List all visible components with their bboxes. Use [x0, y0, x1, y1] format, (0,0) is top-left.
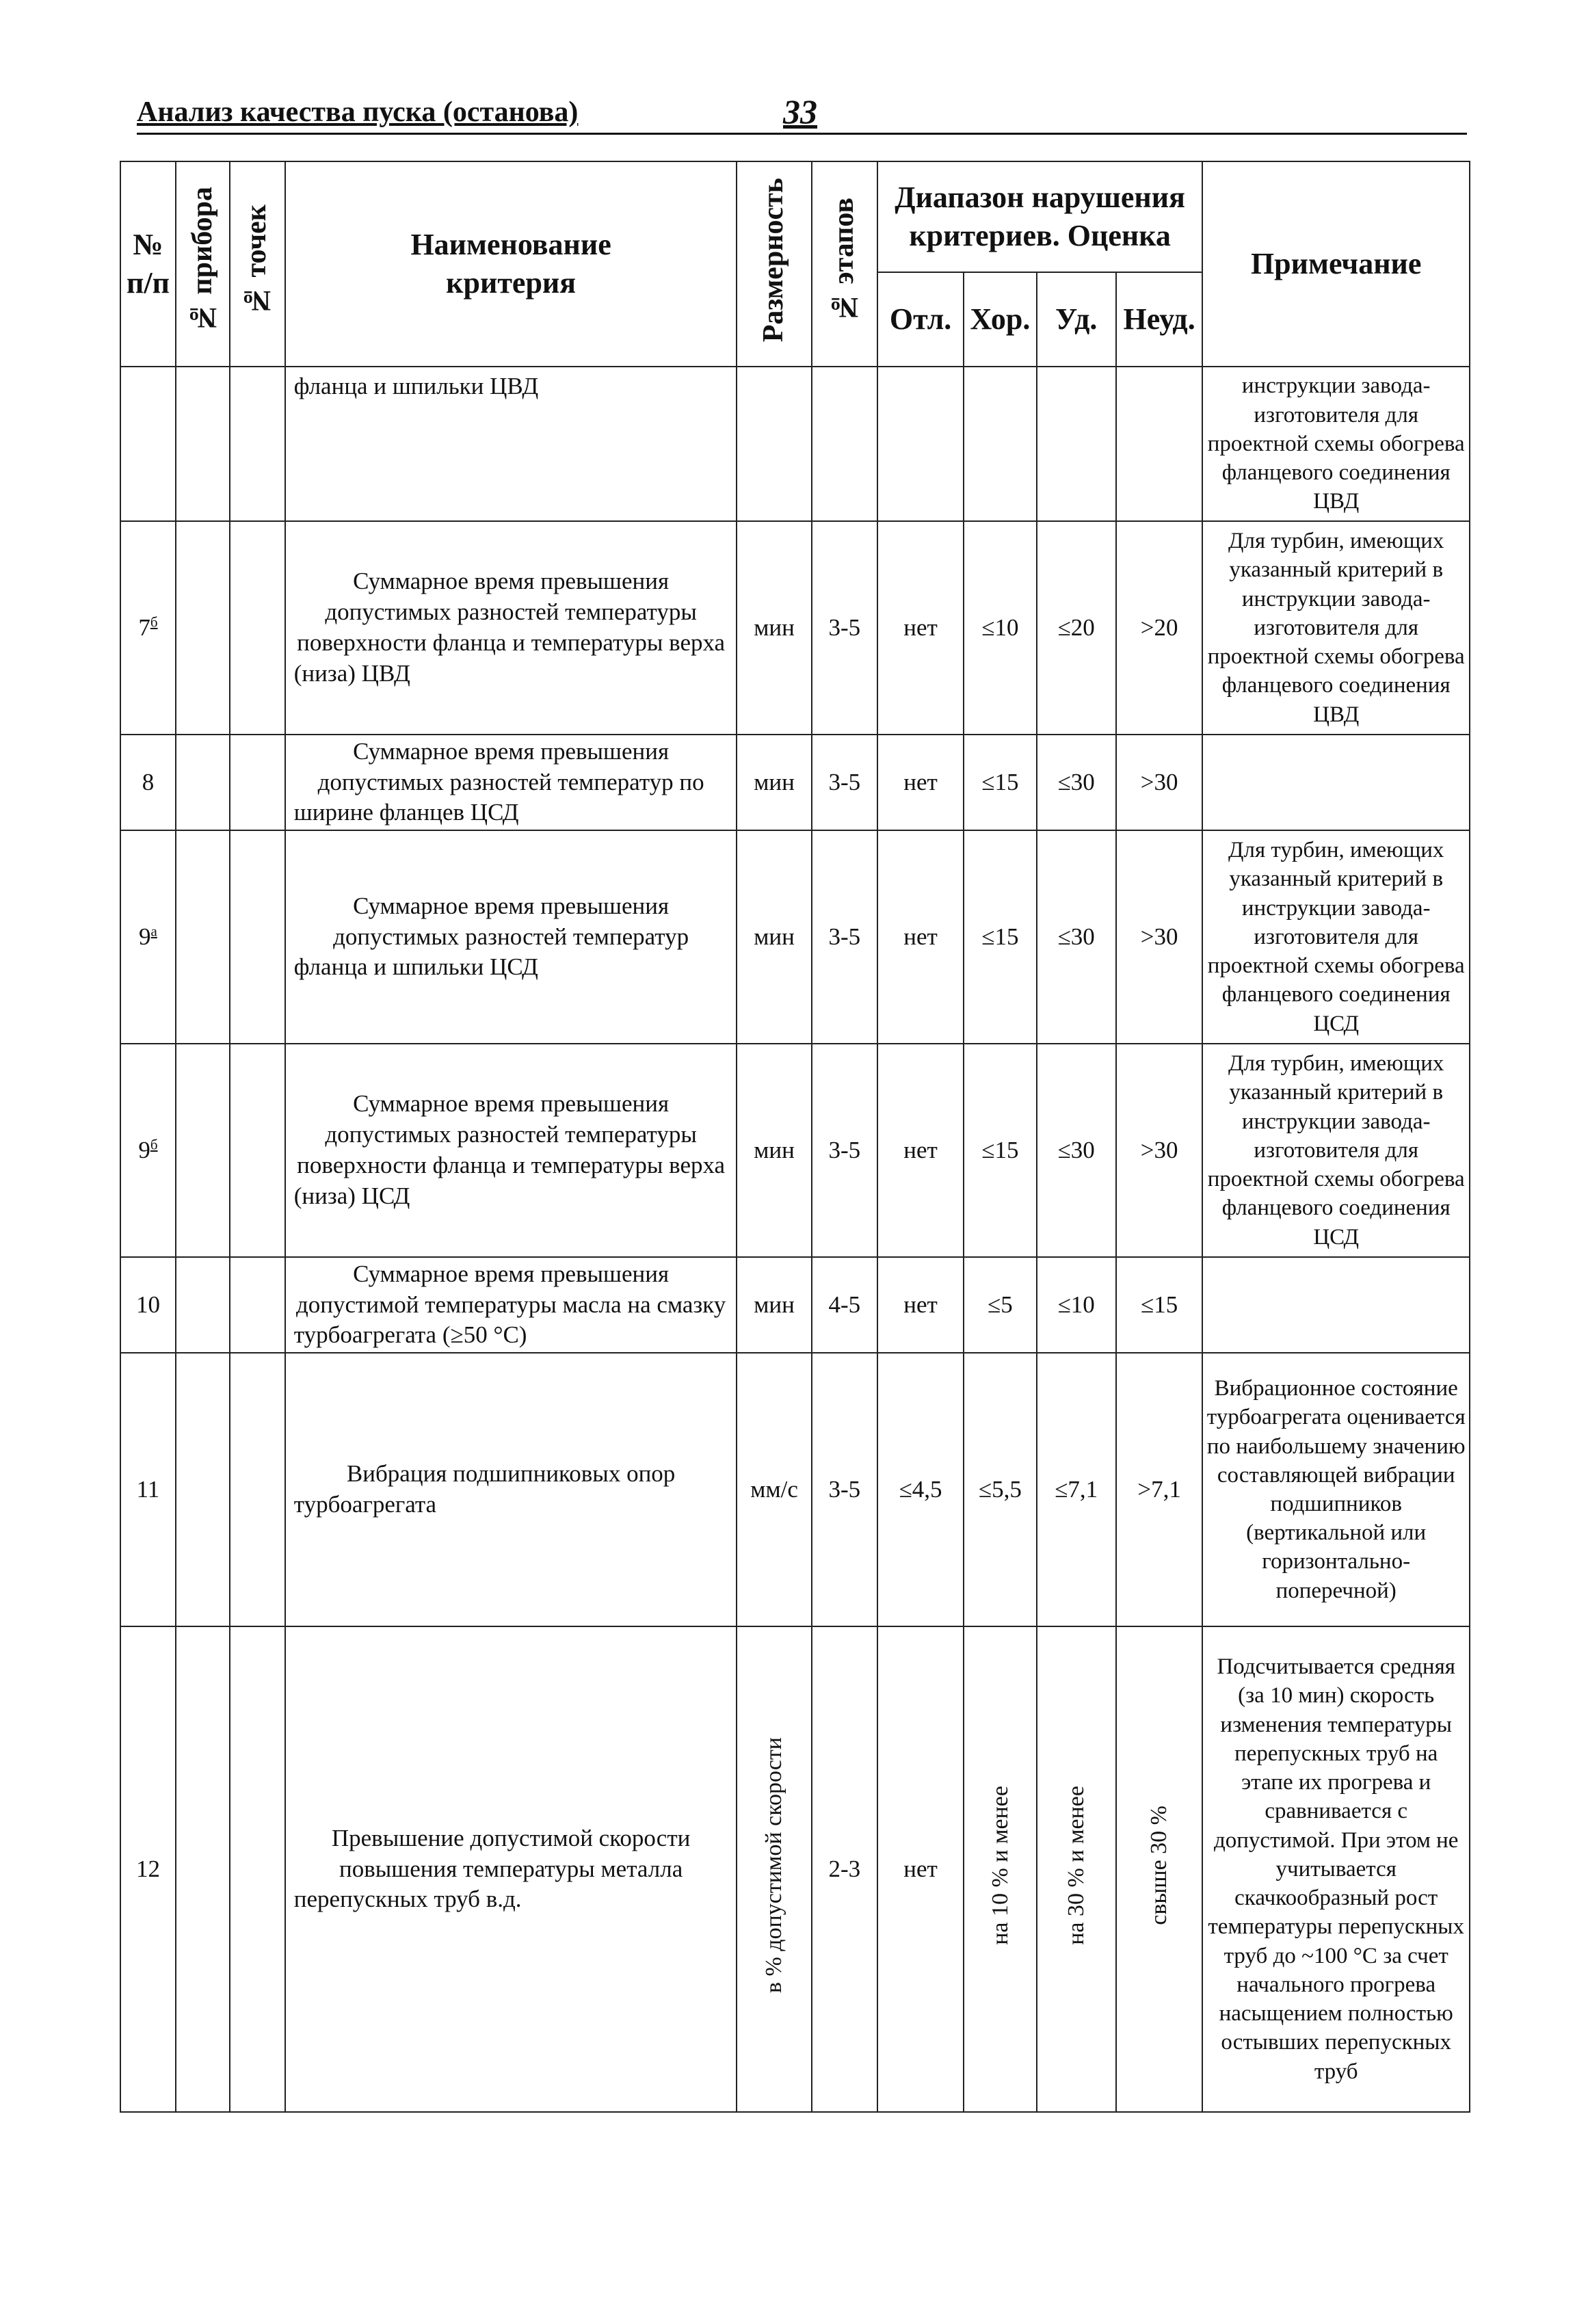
table-row — [120, 830, 1470, 1044]
col-header-stages-label: № этапов — [828, 197, 860, 323]
cell-note: Для турбин, имеющих указанный критерий в инструкции завода-изготовителя для проектной схемы обогрева фланцевого соединения ЦВД — [1202, 521, 1470, 735]
cell-points — [230, 1257, 285, 1353]
col-header-name: Наименование критерия — [285, 161, 737, 367]
cell-no — [120, 367, 176, 521]
cell-note: инструкции завода-изготовителя для проектной схемы обогрева фланцевого соединения ЦВД — [1202, 367, 1470, 521]
cell-unsatisfactory: >7,1 — [1116, 1353, 1203, 1626]
cell-unsatisfactory: >30 — [1116, 830, 1203, 1044]
cell-satisfactory — [1037, 1626, 1116, 2112]
cell-criterion: Суммарное время превышения допустимых разностей температур фланца и шпильки ЦСД — [285, 830, 737, 1044]
col-header-satisfactory: Уд. — [1037, 272, 1116, 367]
cell-points — [230, 1626, 285, 2112]
cell-satisfactory: ≤30 — [1037, 830, 1116, 1044]
cell-stages: 3-5 — [812, 1353, 877, 1626]
cell-unsatisfactory-text: свыше 30 % — [1146, 1805, 1172, 1925]
col-header-good: Хор. — [964, 272, 1036, 367]
cell-good — [964, 1626, 1036, 2112]
cell-stages: 3-5 — [812, 1044, 877, 1257]
cell-excellent — [877, 367, 964, 521]
cell-satisfactory: ≤7,1 — [1037, 1353, 1116, 1626]
table-row — [120, 1044, 1470, 1257]
cell-excellent: нет — [877, 521, 964, 735]
row-number: 9 — [139, 923, 151, 950]
cell-note: Для турбин, имеющих указанный критерий в инструкции завода-изготовителя для проектной схемы обогрева фланцевого соединения ЦСД — [1202, 1044, 1470, 1257]
row-number: 9 — [138, 1136, 150, 1163]
table-row — [120, 1257, 1470, 1353]
cell-unit-text: в % допустимой скорости — [761, 1737, 787, 1994]
cell-unit: мин — [737, 830, 811, 1044]
cell-satisfactory-text: на 30 % и менее — [1063, 1785, 1089, 1945]
cell-excellent: ≤4,5 — [877, 1353, 964, 1626]
cell-unit: мин — [737, 521, 811, 735]
cell-no — [120, 521, 176, 735]
cell-no: 10 — [120, 1257, 176, 1353]
cell-note — [1202, 1257, 1470, 1353]
cell-good: ≤10 — [964, 521, 1036, 735]
page-number: 33 — [783, 92, 817, 131]
cell-unit: мин — [737, 735, 811, 830]
cell-good: ≤15 — [964, 735, 1036, 830]
cell-no: 8 — [120, 735, 176, 830]
page-header — [137, 92, 1467, 137]
cell-unit: мин — [737, 1257, 811, 1353]
cell-satisfactory: ≤10 — [1037, 1257, 1116, 1353]
cell-satisfactory: ≤30 — [1037, 1044, 1116, 1257]
col-header-no: № п/п — [120, 161, 176, 367]
table-row — [120, 521, 1470, 735]
criteria-table — [120, 161, 1470, 2113]
cell-good: ≤5,5 — [964, 1353, 1036, 1626]
cell-unsatisfactory: >20 — [1116, 521, 1203, 735]
cell-note: Для турбин, имеющих указанный критерий в инструкции завода-изготовителя для проектной схемы обогрева фланцевого соединения ЦСД — [1202, 830, 1470, 1044]
cell-good: ≤15 — [964, 1044, 1036, 1257]
cell-note: Подсчитывается средняя (за 10 мин) скорость изменения температуры перепускных труб на этапе их прогрева и сравнивается с допустимой. При этом не учитывается скачкообразный рост температуры перепускных труб до ~100 °С за счет начального прогрева насыщением полностью остывших перепускных труб — [1202, 1626, 1470, 2112]
cell-device — [176, 830, 230, 1044]
cell-device — [176, 521, 230, 735]
cell-excellent: нет — [877, 1257, 964, 1353]
col-header-device — [176, 161, 230, 367]
row-number-suffix: б — [150, 613, 158, 630]
cell-excellent: нет — [877, 1626, 964, 2112]
cell-good: ≤5 — [964, 1257, 1036, 1353]
cell-satisfactory — [1037, 367, 1116, 521]
cell-unit — [737, 367, 811, 521]
row-number-suffix: б — [150, 1135, 158, 1152]
cell-unit — [737, 1626, 811, 2112]
header-rule — [137, 133, 1467, 135]
cell-good-text: на 10 % и менее — [987, 1785, 1013, 1945]
table-row — [120, 367, 1470, 521]
cell-note: Вибрационное состояние турбоагрегата оценивается по наибольшему значению составляющей вибрации подшипников (вертикальной или горизонтально-поперечной) — [1202, 1353, 1470, 1626]
cell-excellent: нет — [877, 1044, 964, 1257]
cell-satisfactory: ≤30 — [1037, 735, 1116, 830]
cell-no — [120, 830, 176, 1044]
cell-device — [176, 1044, 230, 1257]
cell-points — [230, 830, 285, 1044]
cell-criterion: Суммарное время превышения допустимой температуры масла на смазку турбоагрегата (≥50 °С) — [285, 1257, 737, 1353]
cell-stages — [812, 367, 877, 521]
cell-satisfactory: ≤20 — [1037, 521, 1116, 735]
cell-criterion: фланца и шпильки ЦВД — [285, 367, 737, 521]
cell-points — [230, 735, 285, 830]
col-header-range: Диапазон нарушения критериев. Оценка — [877, 161, 1203, 272]
table-row — [120, 735, 1470, 830]
cell-device — [176, 735, 230, 830]
cell-good — [964, 367, 1036, 521]
col-header-unsatisfactory: Неуд. — [1116, 272, 1203, 367]
cell-device — [176, 1353, 230, 1626]
col-header-points — [230, 161, 285, 367]
cell-stages: 2-3 — [812, 1626, 877, 2112]
cell-stages: 4-5 — [812, 1257, 877, 1353]
cell-criterion: Превышение допустимой скорости повышения температуры металла перепускных труб в.д. — [285, 1626, 737, 2112]
table-header-row — [120, 161, 1470, 272]
cell-unsatisfactory — [1116, 367, 1203, 521]
col-header-device-label: № прибора — [186, 187, 218, 334]
cell-device — [176, 1626, 230, 2112]
cell-unsatisfactory: ≤15 — [1116, 1257, 1203, 1353]
cell-criterion: Суммарное время превышения допустимых разностей температур по ширине фланцев ЦСД — [285, 735, 737, 830]
cell-criterion: Суммарное время превышения допустимых разностей температуры поверхности фланца и температуры верха (низа) ЦСД — [285, 1044, 737, 1257]
cell-points — [230, 367, 285, 521]
cell-no — [120, 1044, 176, 1257]
col-header-stages — [812, 161, 877, 367]
cell-unit: мин — [737, 1044, 811, 1257]
cell-device — [176, 1257, 230, 1353]
cell-device — [176, 367, 230, 521]
col-header-excellent: Отл. — [877, 272, 964, 367]
cell-stages: 3-5 — [812, 830, 877, 1044]
cell-good: ≤15 — [964, 830, 1036, 1044]
cell-no: 11 — [120, 1353, 176, 1626]
col-header-unit-label: Размерность — [758, 178, 790, 343]
cell-points — [230, 1044, 285, 1257]
cell-unsatisfactory — [1116, 1626, 1203, 2112]
cell-stages: 3-5 — [812, 521, 877, 735]
cell-unit: мм/с — [737, 1353, 811, 1626]
col-header-points-label: № точек — [241, 204, 273, 316]
row-number-suffix: а — [150, 922, 157, 939]
cell-unsatisfactory: >30 — [1116, 735, 1203, 830]
cell-excellent: нет — [877, 735, 964, 830]
cell-points — [230, 521, 285, 735]
cell-criterion: Суммарное время превышения допустимых разностей температуры поверхности фланца и температуры верха (низа) ЦВД — [285, 521, 737, 735]
cell-criterion: Вибрация подшипниковых опор турбоагрегата — [285, 1353, 737, 1626]
cell-points — [230, 1353, 285, 1626]
table-row — [120, 1353, 1470, 1626]
page-title: Анализ качества пуска (останова) — [137, 96, 579, 128]
cell-stages: 3-5 — [812, 735, 877, 830]
cell-unsatisfactory: >30 — [1116, 1044, 1203, 1257]
col-header-note: Примечание — [1202, 161, 1470, 367]
row-number: 7 — [138, 613, 150, 641]
col-header-unit — [737, 161, 811, 367]
cell-no: 12 — [120, 1626, 176, 2112]
table-row — [120, 1626, 1470, 2112]
cell-note — [1202, 735, 1470, 830]
cell-excellent: нет — [877, 830, 964, 1044]
